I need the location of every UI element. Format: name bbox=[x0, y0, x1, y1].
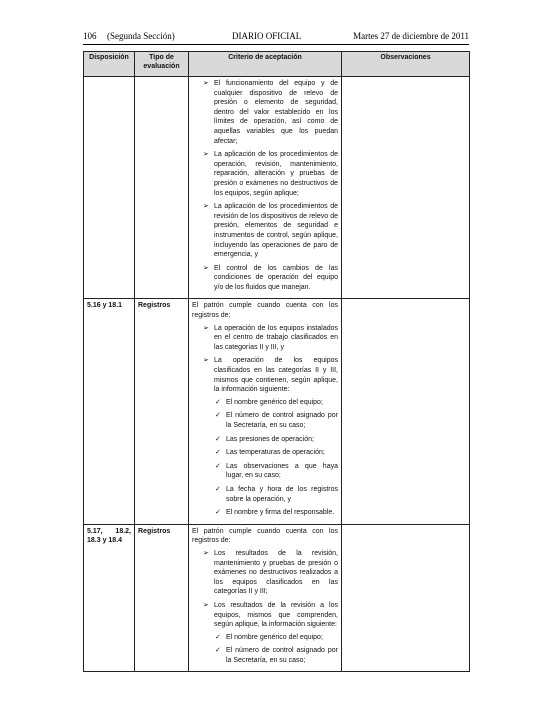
section-label: (Segunda Sección) bbox=[107, 31, 175, 41]
check-bullet-icon: ✓ bbox=[215, 435, 221, 443]
criterio-subitem-text: Las presiones de operación; bbox=[226, 435, 314, 443]
criterio-item bbox=[203, 549, 338, 597]
criterio-subitem bbox=[214, 462, 338, 481]
table-header-row bbox=[84, 52, 470, 77]
check-bullet-icon: ✓ bbox=[215, 509, 221, 517]
criterio-subitem bbox=[214, 633, 338, 643]
criterio-item-text: El funcionamiento del equipo y de cualquier dispositivo de relevo de presión o elemento de seguridad, dentro del valor establecido en los límites de operación, así como de aquellas variables que los puedan afectar; bbox=[214, 80, 338, 145]
check-bullet-icon: ✓ bbox=[215, 398, 221, 406]
arrow-bullet-icon: ➢ bbox=[203, 80, 209, 87]
criterio-intro: El patrón cumple cuando cuenta con los registros de: bbox=[192, 527, 338, 545]
criterio-subitem-text: El nombre genérico del equipo; bbox=[226, 398, 323, 406]
criteria-table bbox=[83, 51, 470, 672]
criterio-subitem bbox=[214, 398, 338, 408]
criterio-subitem-text: El nombre genérico del equipo; bbox=[226, 633, 323, 641]
criterio-cell bbox=[189, 524, 342, 672]
arrow-bullet-icon: ➢ bbox=[203, 264, 209, 272]
criterio-subitem-text: La fecha y hora de los registros sobre la operación, y bbox=[226, 485, 338, 503]
publication-title: DIARIO OFICIAL bbox=[232, 31, 302, 41]
criterio-subitem bbox=[214, 508, 338, 518]
arrow-bullet-icon: ➢ bbox=[203, 601, 209, 609]
observaciones-cell bbox=[342, 77, 470, 299]
criterio-sublist bbox=[214, 398, 338, 518]
criterio-item bbox=[203, 264, 338, 293]
criterio-cell bbox=[189, 77, 342, 299]
header-rule bbox=[83, 44, 469, 45]
arrow-bullet-icon: ➢ bbox=[203, 549, 209, 557]
criterio-sublist bbox=[214, 633, 338, 666]
criterio-cell bbox=[189, 299, 342, 524]
criterio-item-text: Los resultados de la revisión, mantenimiento y pruebas de presión o exámenes no destructivos realizados a los equipos clasificados en las categorías II y III; bbox=[214, 549, 338, 596]
check-bullet-icon: ✓ bbox=[215, 647, 221, 655]
criterio-item-text: Los resultados de la revisión a los equipos, mismos que comprenden, según aplique, la información siguiente: bbox=[214, 601, 338, 629]
page-number: 106 bbox=[83, 31, 97, 41]
criterio-item bbox=[203, 324, 338, 353]
criterio-subitem bbox=[214, 448, 338, 458]
tipo-evaluacion-cell bbox=[135, 77, 189, 299]
table-row bbox=[84, 524, 470, 672]
check-bullet-icon: ✓ bbox=[215, 412, 221, 420]
check-bullet-icon: ✓ bbox=[215, 449, 221, 457]
disposicion-cell: 5.16 y 18.1 bbox=[84, 299, 135, 524]
criterio-list bbox=[192, 549, 338, 666]
criterio-subitem bbox=[214, 411, 338, 430]
observaciones-cell bbox=[342, 524, 470, 672]
table-row bbox=[84, 299, 470, 524]
criterio-subitem-text: El número de control asignado por la Secretaría, en su caso; bbox=[226, 647, 338, 664]
criterio-subitem bbox=[214, 485, 338, 504]
criterio-subitem-text: Las temperaturas de operación; bbox=[226, 449, 325, 457]
criterio-subitem-text: Las observaciones a que haya lugar, en su caso; bbox=[226, 462, 338, 480]
arrow-bullet-icon: ➢ bbox=[203, 203, 209, 211]
page-header bbox=[83, 31, 469, 43]
observaciones-cell bbox=[342, 299, 470, 524]
criterio-list bbox=[192, 324, 338, 518]
criterio-item bbox=[203, 79, 338, 146]
criterio-subitem bbox=[214, 435, 338, 445]
criterio-subitem bbox=[214, 646, 338, 665]
criterio-item-text: La aplicación de los procedimientos de operación, revisión, mantenimiento, reparación, alteración y pruebas de presión o exámenes no destructivos de los equipos, según aplique; bbox=[214, 151, 338, 197]
disposicion-cell: 5.17, 18.2, 18.3 y 18.4 bbox=[84, 524, 135, 672]
column-header: Disposición bbox=[84, 52, 135, 77]
criterio-item-text: El control de los cambios de las condiciones de operación del equipo y/o de los fluidos que manejan. bbox=[214, 264, 338, 291]
arrow-bullet-icon: ➢ bbox=[203, 324, 209, 332]
table-body bbox=[84, 77, 470, 672]
criterio-list bbox=[192, 79, 338, 292]
criterio-subitem-text: El nombre y firma del responsable. bbox=[226, 509, 335, 517]
criterio-item-text: La operación de los equipos instalados en el centro de trabajo clasificados en las categorías II y III, y bbox=[214, 324, 338, 351]
arrow-bullet-icon: ➢ bbox=[203, 151, 209, 159]
check-bullet-icon: ✓ bbox=[215, 633, 221, 641]
criterio-item bbox=[203, 356, 338, 517]
table-row bbox=[84, 77, 470, 299]
column-header: Tipo de evaluación bbox=[135, 52, 189, 77]
criterio-item-text: La operación de los equipos clasificados en las categorías II y III, mismos que contienen, según aplique, la información siguiente: bbox=[214, 357, 338, 394]
criterio-intro: El patrón cumple cuando cuenta con los registros de: bbox=[192, 302, 338, 320]
arrow-bullet-icon: ➢ bbox=[203, 357, 209, 365]
criterio-item bbox=[203, 202, 338, 260]
criterio-item bbox=[203, 150, 338, 198]
check-bullet-icon: ✓ bbox=[215, 485, 221, 493]
publication-date: Martes 27 de diciembre de 2011 bbox=[353, 31, 469, 41]
column-header: Criterio de aceptación bbox=[189, 52, 342, 77]
criterio-item bbox=[203, 601, 338, 666]
column-header: Observaciones bbox=[342, 52, 470, 77]
check-bullet-icon: ✓ bbox=[215, 462, 221, 470]
disposicion-cell bbox=[84, 77, 135, 299]
criterio-subitem-text: El número de control asignado por la Secretaría, en su caso; bbox=[226, 412, 338, 429]
tipo-evaluacion-cell: Registros bbox=[135, 299, 189, 524]
criterio-item-text: La aplicación de los procedimientos de revisión de los dispositivos de relevo de presión, elementos de seguridad e instrumentos de control, según aplique, incluyendo las operaciones de paro de emergencia, y bbox=[214, 203, 338, 259]
tipo-evaluacion-cell: Registros bbox=[135, 524, 189, 672]
